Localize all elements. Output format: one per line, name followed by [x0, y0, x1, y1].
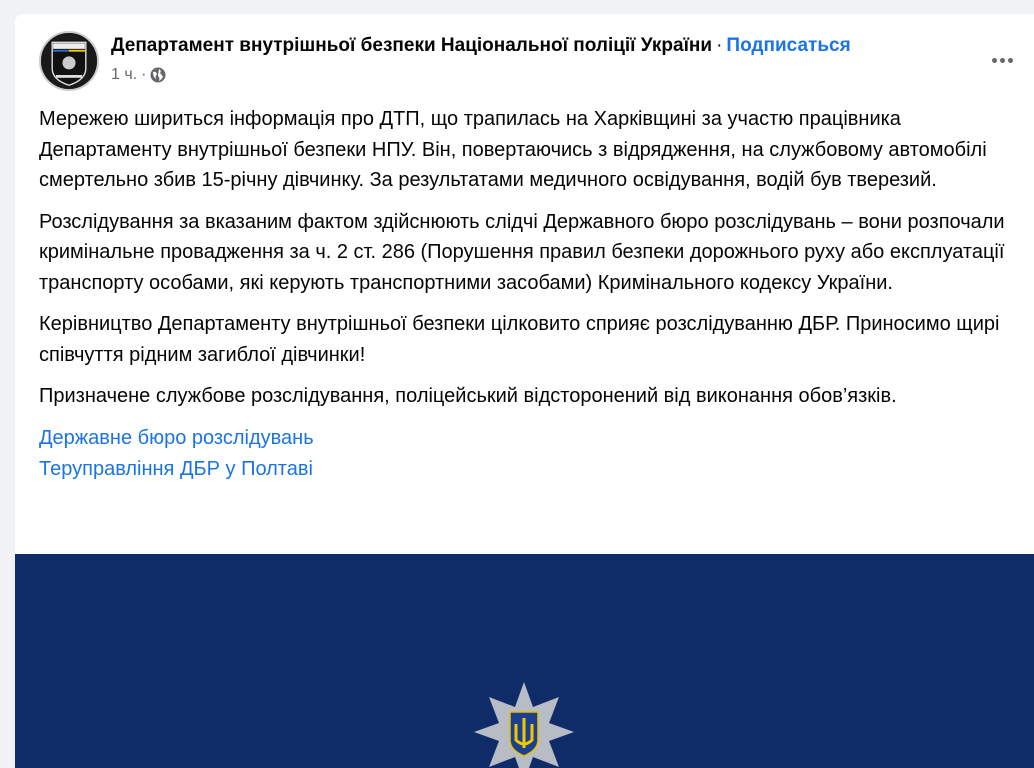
dvb-logo [41, 33, 97, 89]
post-text [39, 104, 1019, 485]
post-paragraph: Мережею шириться інформація про ДТП, що трапилась на Харківщині за участю працівника Департаменту внутрішньої безпеки НПУ. Він, повертаючись з відрядження, на службовому автомобілі смертельно збив 15-річну дівчинку. За результатами медичного освідування, водій був тверезий. [39, 108, 987, 191]
more-options-button[interactable] [984, 50, 1020, 70]
subscribe-button[interactable]: Подписаться [726, 35, 851, 56]
post-card [15, 14, 1034, 768]
meta-separator: · [141, 66, 147, 83]
author-name-link[interactable]: Департамент внутрішньої безпеки Національної поліції України [111, 35, 713, 56]
separator: · [716, 35, 723, 56]
post-paragraph: Керівництво Департаменту внутрішньої безпеки цілковито сприяє розслідуванню ДБР. Приносимо щирі співчуття рідним загиблої дівчинки! [39, 313, 1000, 366]
page-avatar[interactable] [39, 31, 99, 91]
post-image[interactable] [15, 554, 1034, 768]
police-star-emblem [474, 682, 574, 768]
link-dbr-poltava[interactable]: Теруправління ДБР у Полтаві [39, 457, 313, 480]
post-meta [111, 66, 166, 84]
post-header-title [111, 35, 851, 57]
post-paragraph: Розслідування за вказаним фактом здійснюють слідчі Державного бюро розслідувань – вони розпочали кримінальне провадження за ч. 2 ст. 286 (Порушення правил безпеки дорожнього руху або експлуатації транспорту особами, які керують транспортними засобами) Кримінального кодексу України. [39, 210, 1005, 294]
globe-icon[interactable] [150, 67, 166, 83]
post-paragraph: Призначене службове розслідування, поліцейський відсторонений від виконання обов’язків. [39, 385, 897, 407]
post-time-link[interactable]: 1 ч. [111, 66, 138, 83]
link-dbr[interactable]: Державне бюро розслідувань [39, 426, 314, 449]
